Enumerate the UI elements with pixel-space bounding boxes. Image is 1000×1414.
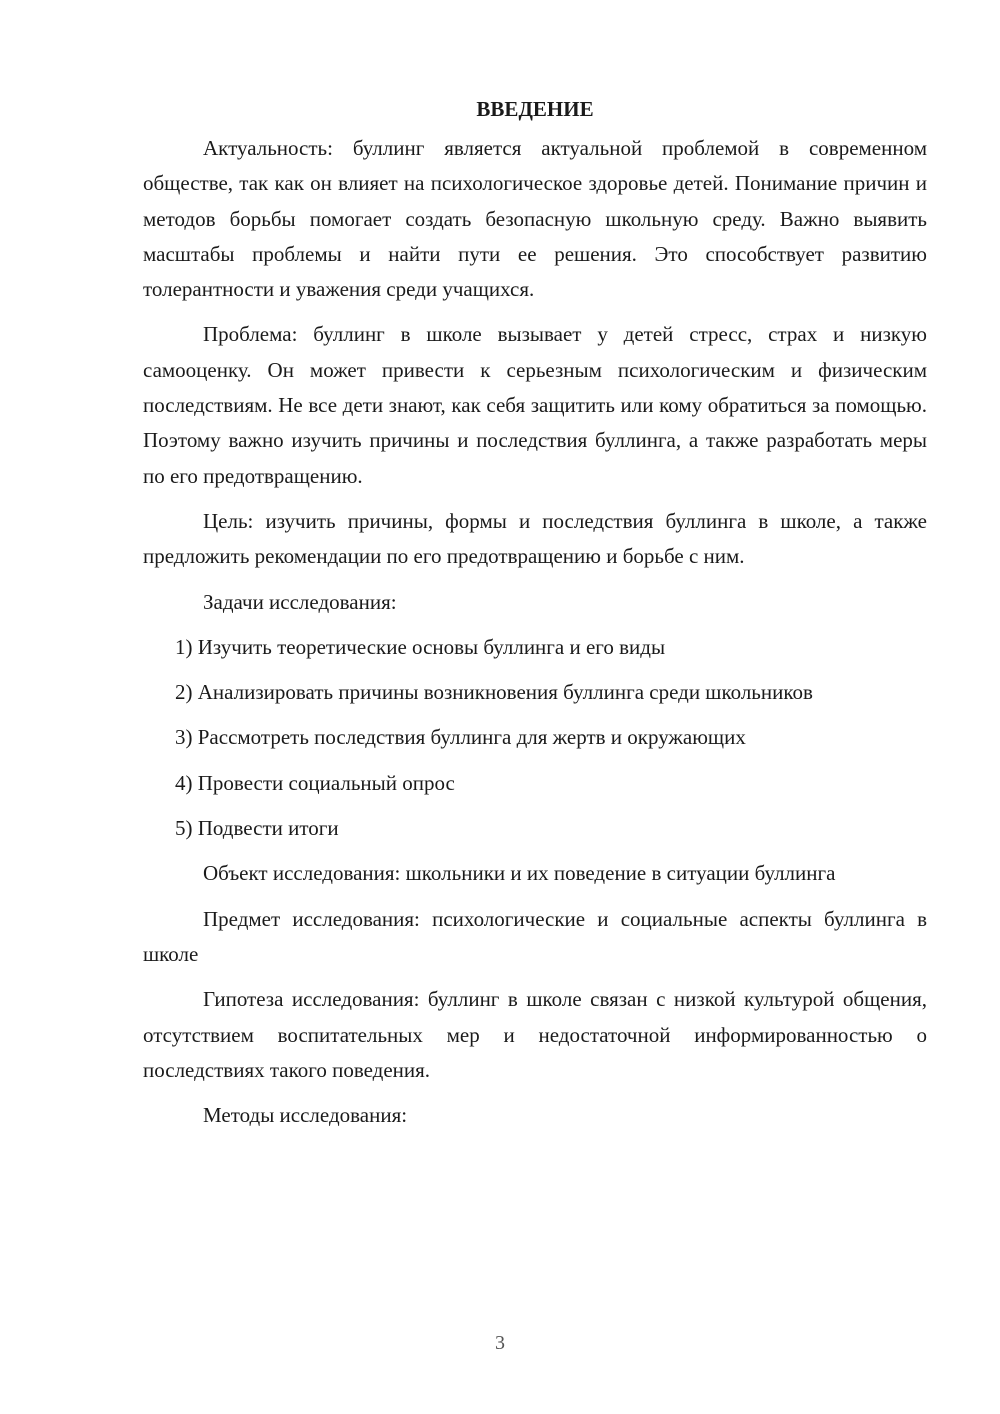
paragraph-object: Объект исследования: школьники и их поведение в ситуации буллинга xyxy=(203,861,836,886)
task-item-2: 2) Анализировать причины возникновения буллинга среди школьников xyxy=(175,680,813,705)
paragraph-goal: Цель: изучить причины, формы и последствия буллинга в школе, а также предложить рекомендации по его предотвращению и борьбе с ним. xyxy=(143,508,927,569)
paragraph-problem: Проблема: буллинг в школе вызывает у детей стресс, страх и низкую самооценку. Он может привести к серьезным психологическим и физическим последствиям. Не все дети знают, как себя защитить или кому обратиться за помощью. Поэтому важно изучить причины и последствия буллинга, а также разработать меры по его предотвращению. xyxy=(143,322,927,488)
paragraph-tasks-heading: Задачи исследования: xyxy=(203,589,397,614)
task-item-5: 5) Подвести итоги xyxy=(175,816,339,841)
paragraph-methods: Методы исследования: xyxy=(203,1103,408,1128)
page-number: 3 xyxy=(495,1332,505,1354)
section-title: ВВЕДЕНИЕ xyxy=(476,97,594,121)
task-item-4: 4) Провести социальный опрос xyxy=(175,770,455,795)
task-item-1: 1) Изучить теоретические основы буллинга и его виды xyxy=(175,634,666,659)
paragraph-subject: Предмет исследования: психологические и социальные аспекты буллинга в школе xyxy=(143,906,927,966)
paragraph-hypothesis: Гипотеза исследования: буллинг в школе связан с низкой культурой общения, отсутствием воспитательных мер и недостаточной информированностью о последствиях такого поведения. xyxy=(143,987,927,1082)
paragraph-relevance: Актуальность: буллинг является актуальной проблемой в современном обществе, так как он влияет на психологическое здоровье детей. Понимание причин и методов борьбы помогает создать безопасную школьную среду. Важно выявить масштабы проблемы и найти пути ее решения. Это способствует развитию толерантности и уважения среди учащихся. xyxy=(143,136,927,302)
document-page xyxy=(143,92,927,1143)
task-item-3: 3) Рассмотреть последствия буллинга для жертв и окружающих xyxy=(175,725,746,750)
